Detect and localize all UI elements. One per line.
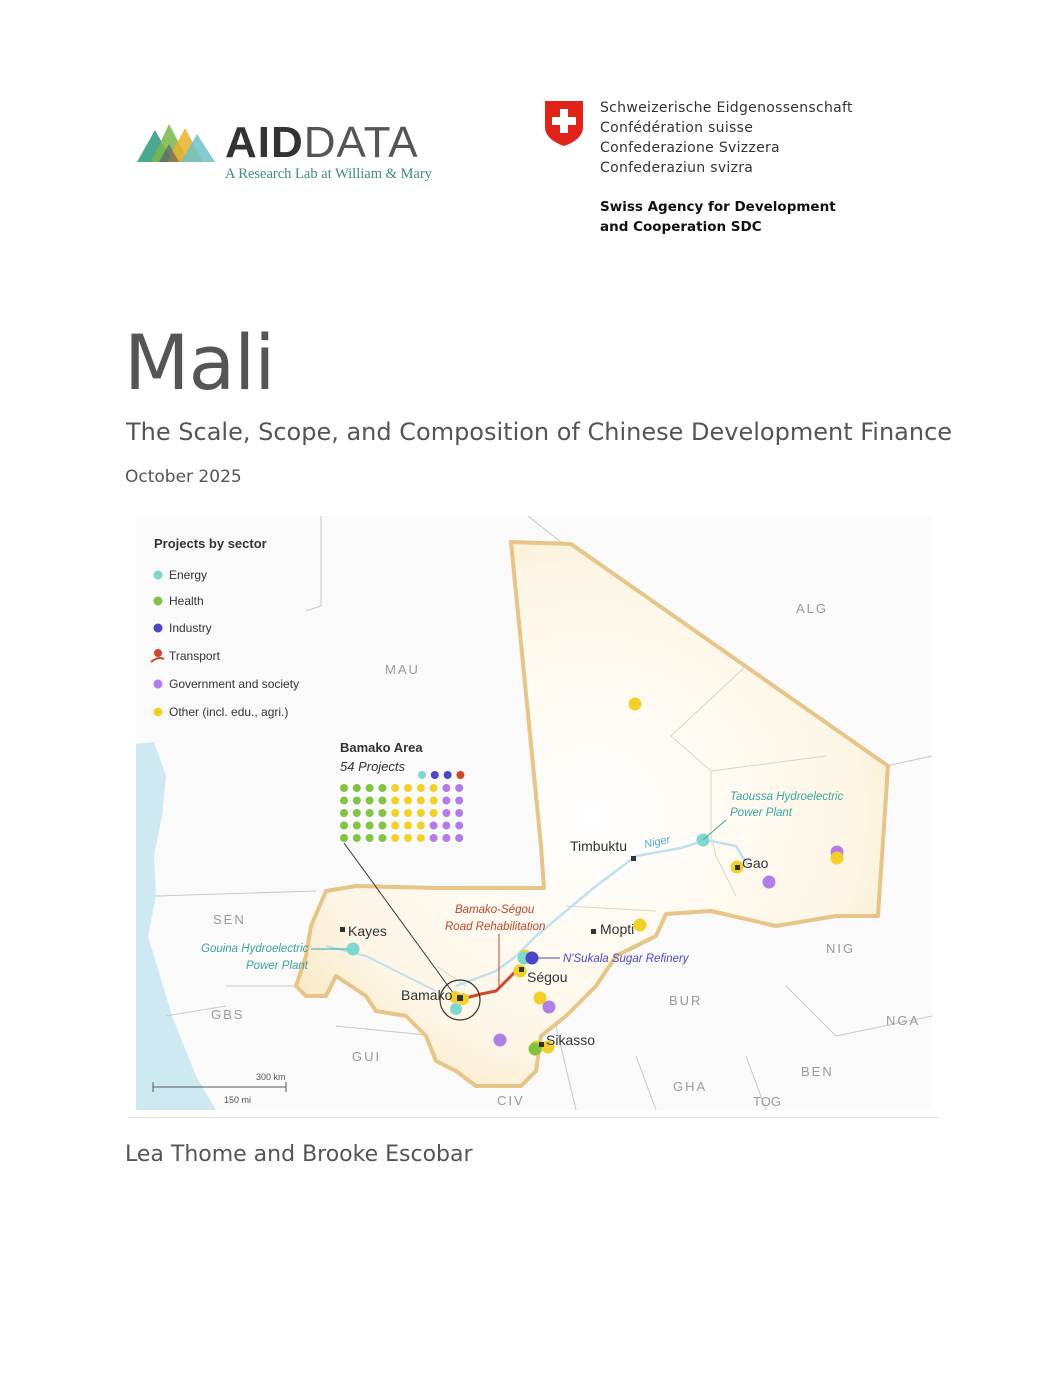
- page-subtitle: The Scale, Scope, and Composition of Chinese Development Finance: [126, 418, 953, 446]
- waffle-dot: [442, 784, 450, 792]
- waffle-dot: [366, 822, 374, 830]
- waffle-dot: [455, 809, 463, 817]
- waffle-dot: [340, 822, 348, 830]
- city-marker-timbuktu: [631, 856, 636, 861]
- waffle-dot: [404, 822, 412, 830]
- waffle-dot: [404, 797, 412, 805]
- legend-energy-dot: [154, 571, 163, 580]
- waffle-dot: [430, 809, 438, 817]
- waffle-dot: [366, 784, 374, 792]
- waffle-dot: [430, 784, 438, 792]
- publication-date: October 2025: [125, 467, 242, 487]
- project-marker: [526, 952, 539, 965]
- city-marker-mopti: [591, 929, 596, 934]
- project-marker: [629, 698, 642, 711]
- country-label-gha: GHA: [673, 1079, 708, 1094]
- waffle-dot: [418, 771, 426, 779]
- city-marker-kayes: [340, 927, 345, 932]
- river-label-niger: Niger: [643, 833, 672, 851]
- sugar-refinery-label: N'Sukala Sugar Refinery: [563, 953, 689, 965]
- city-label-mopti: Mopti: [600, 921, 635, 937]
- waffle-dot: [366, 809, 374, 817]
- aiddata-word-data: DATA: [303, 118, 419, 167]
- project-marker: [763, 876, 776, 889]
- project-marker: [831, 852, 844, 865]
- waffle-dot: [430, 822, 438, 830]
- swiss-line-it: Confederazione Svizzera: [600, 140, 780, 156]
- project-marker: [543, 1001, 556, 1014]
- legend-other-dot: [154, 708, 163, 717]
- country-label-nga: NGA: [886, 1013, 921, 1028]
- waffle-dot: [391, 784, 399, 792]
- project-marker: [634, 919, 647, 932]
- waffle-dot: [353, 822, 361, 830]
- country-label-sen: SEN: [213, 912, 246, 927]
- waffle-dot: [442, 834, 450, 842]
- country-label-gbs: GBS: [211, 1007, 245, 1022]
- country-label-alg: ALG: [796, 601, 829, 616]
- waffle-dot: [455, 797, 463, 805]
- waffle-dot: [442, 809, 450, 817]
- swiss-cross-icon: [543, 99, 585, 147]
- waffle-dot: [391, 834, 399, 842]
- waffle-dot: [404, 784, 412, 792]
- legend-health-label: Health: [169, 594, 204, 608]
- city-marker-gao: [735, 865, 740, 870]
- swiss-line-de: Schweizerische Eidgenossenschaft: [600, 100, 853, 116]
- sdc-line-1: Swiss Agency for Development: [600, 199, 836, 215]
- country-label-ben: BEN: [801, 1064, 834, 1079]
- aiddata-logo-mark: [137, 124, 215, 162]
- waffle-dot: [340, 834, 348, 842]
- waffle-dot: [353, 834, 361, 842]
- waffle-dot: [340, 809, 348, 817]
- legend-health-dot: [154, 597, 163, 606]
- road-label-line2: Road Rehabilitation: [445, 921, 546, 933]
- waffle-dot: [442, 797, 450, 805]
- authors: Lea Thome and Brooke Escobar: [125, 1142, 473, 1167]
- waffle-dot: [391, 822, 399, 830]
- legend-industry-dot: [154, 624, 163, 633]
- city-label-segou: Ségou: [527, 969, 568, 985]
- waffle-dot: [431, 771, 439, 779]
- waffle-dot: [417, 809, 425, 817]
- waffle-dot: [404, 809, 412, 817]
- waffle-dot: [456, 771, 464, 779]
- waffle-dot: [378, 797, 386, 805]
- country-label-tog: TOG: [753, 1094, 781, 1109]
- legend-energy-label: Energy: [169, 568, 208, 582]
- waffle-dot: [366, 834, 374, 842]
- waffle-dot: [378, 784, 386, 792]
- bamako-inset-subtitle: 54 Projects: [340, 759, 406, 774]
- road-label-line1: Bamako-Ségou: [455, 904, 535, 916]
- gouina-label-line2: Power Plant: [246, 960, 309, 972]
- city-label-gao: Gao: [742, 855, 769, 871]
- city-marker-sikasso: [539, 1042, 544, 1047]
- legend-government-label: Government and society: [169, 677, 300, 691]
- taoussa-label-line2: Power Plant: [730, 807, 793, 819]
- bamako-inset-title: Bamako Area: [340, 740, 423, 755]
- waffle-dot: [442, 822, 450, 830]
- city-label-sikasso: Sikasso: [546, 1032, 596, 1048]
- country-label-bur: BUR: [669, 993, 703, 1008]
- country-label-civ: CIV: [497, 1093, 525, 1108]
- project-marker: [450, 1003, 462, 1015]
- swiss-line-fr: Confédération suisse: [600, 120, 754, 136]
- waffle-dot: [378, 834, 386, 842]
- country-label-mau: MAU: [385, 662, 420, 677]
- aiddata-tagline: A Research Lab at William & Mary: [225, 166, 432, 182]
- waffle-dot: [455, 834, 463, 842]
- aiddata-wordmark: [225, 118, 419, 168]
- project-marker: [494, 1034, 507, 1047]
- city-marker-bamako: [457, 995, 463, 1001]
- waffle-dot: [430, 797, 438, 805]
- country-label-gui: GUI: [352, 1049, 382, 1064]
- waffle-dot: [366, 797, 374, 805]
- legend-industry-label: Industry: [169, 621, 212, 635]
- legend-other-label: Other (incl. edu., agri.): [169, 705, 289, 719]
- city-label-kayes: Kayes: [348, 923, 387, 939]
- legend-government-dot: [154, 680, 163, 689]
- sdc-line-2: and Cooperation SDC: [600, 219, 762, 235]
- scale-km-label: 300 km: [256, 1072, 286, 1082]
- city-marker-segou: [519, 967, 524, 972]
- waffle-dot: [391, 797, 399, 805]
- waffle-dot: [353, 797, 361, 805]
- waffle-dot: [378, 809, 386, 817]
- waffle-dot: [417, 784, 425, 792]
- country-label-nig: NIG: [826, 941, 856, 956]
- waffle-dot: [353, 809, 361, 817]
- city-label-bamako: Bamako: [401, 987, 453, 1003]
- aiddata-word-aid: AID: [225, 118, 304, 167]
- waffle-dot: [417, 822, 425, 830]
- legend-title: Projects by sector: [154, 536, 267, 551]
- taoussa-label-line1: Taoussa Hydroelectric: [730, 791, 844, 803]
- page-title: Mali: [124, 318, 275, 407]
- mali-projects-map: [136, 516, 932, 1110]
- waffle-dot: [404, 834, 412, 842]
- map-divider: [128, 1117, 940, 1118]
- waffle-dot: [430, 834, 438, 842]
- gouina-label-line1: Gouina Hydroelectric: [201, 943, 309, 955]
- waffle-dot: [417, 797, 425, 805]
- waffle-dot: [417, 834, 425, 842]
- waffle-dot: [340, 797, 348, 805]
- waffle-dot: [391, 809, 399, 817]
- swiss-line-rm: Confederaziun svizra: [600, 160, 754, 176]
- waffle-dot: [444, 771, 452, 779]
- waffle-dot: [455, 784, 463, 792]
- waffle-dot: [378, 822, 386, 830]
- waffle-dot: [455, 822, 463, 830]
- waffle-dot: [340, 784, 348, 792]
- city-label-timbuktu: Timbuktu: [570, 838, 628, 854]
- legend-transport-label: Transport: [169, 649, 220, 663]
- waffle-dot: [353, 784, 361, 792]
- project-marker: [347, 943, 360, 956]
- scale-mi-label: 150 mi: [224, 1095, 252, 1105]
